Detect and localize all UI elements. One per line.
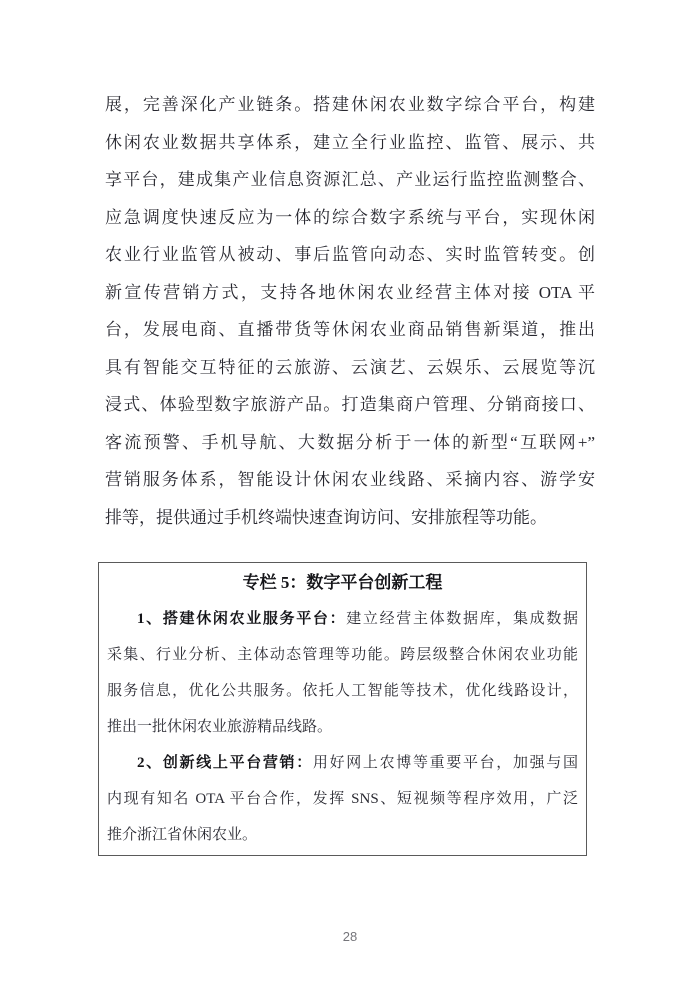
body-line: 客流预警、手机导航、大数据分析于一体的新型“互联网+” — [105, 432, 595, 452]
column-5-box — [98, 562, 587, 856]
box-para1-line1 — [107, 601, 578, 637]
box-para2-line2: 内现有知名 OTA 平台合作，发挥 SNS、短视频等程序效用，广泛 — [107, 791, 578, 807]
box-para2-line1 — [107, 745, 578, 781]
body-line: 排等，提供通过手机终端快速查询访问、安排旅程等功能。 — [105, 507, 547, 527]
body-line: 农业行业监管从被动、事后监管向动态、实时监管转变。创 — [105, 245, 595, 264]
box-para1-lead: 1、搭建休闲农业服务平台： — [137, 611, 347, 627]
body-line: 新宣传营销方式，支持各地休闲农业经营主体对接 OTA 平 — [105, 282, 595, 302]
box-para1-line3: 服务信息，优化公共服务。依托人工智能等技术，优化线路设计， — [107, 683, 578, 699]
body-paragraph — [105, 86, 595, 536]
body-line: 展，完善深化产业链条。搭建休闲农业数字综合平台，构建 — [105, 95, 595, 114]
box-para2-line3: 推介浙江省休闲农业。 — [107, 827, 258, 843]
body-line: 享平台，建成集产业信息资源汇总、产业运行监控监测整合、 — [105, 170, 595, 189]
box-title: 专栏 5：数字平台创新工程 — [242, 573, 443, 592]
body-line: 具有智能交互特征的云旅游、云演艺、云娱乐、云展览等沉 — [105, 357, 595, 377]
box-para2-line1-rest: 用好网上农博等重要平台，加强与国 — [312, 755, 578, 771]
page-number: 28 — [342, 929, 358, 944]
box-para2-lead: 2、创新线上平台营销： — [137, 755, 313, 771]
box-para1-line2: 采集、行业分析、主体动态管理等功能。跨层级整合休闲农业功能 — [107, 647, 578, 663]
body-line: 营销服务体系，智能设计休闲农业线路、采摘内容、游学安 — [105, 470, 595, 489]
body-line: 休闲农业数据共享体系，建立全行业监控、监管、展示、共 — [105, 132, 595, 152]
body-line: 应急调度快速反应为一体的综合数字系统与平台，实现休闲 — [105, 207, 595, 227]
body-line: 台，发展电商、直播带货等休闲农业商品销售新渠道，推出 — [105, 320, 595, 339]
box-para1-line4: 推出一批休闲农业旅游精品线路。 — [107, 719, 333, 735]
body-line: 浸式、体验型数字旅游产品。打造集商户管理、分销商接口、 — [105, 395, 595, 414]
box-para1-line1-rest: 建立经营主体数据库，集成数据 — [346, 611, 578, 627]
